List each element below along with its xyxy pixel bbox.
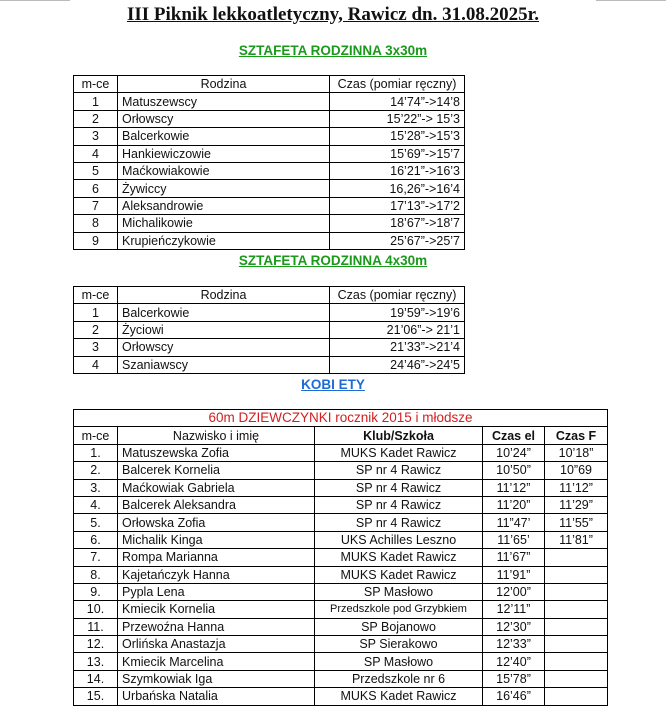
table-row: [74, 321, 465, 338]
place-cell: 14.: [74, 670, 118, 687]
place-cell: 8: [74, 215, 118, 232]
table-row: [74, 197, 465, 214]
name-cell: Maćkowiak Gabriela: [118, 479, 315, 496]
place-cell: 4: [74, 356, 118, 373]
time-f-cell: 11’55”: [545, 514, 608, 531]
club-cell: SP nr 4 Rawicz: [315, 479, 483, 496]
table-row: [74, 531, 608, 548]
place-cell: 11.: [74, 618, 118, 635]
place-cell: 8.: [74, 566, 118, 583]
family-cell: Krupieńczykowie: [118, 232, 330, 249]
time-f-cell: [545, 618, 608, 635]
time-f-cell: [545, 653, 608, 670]
col-place: m-ce: [74, 287, 118, 304]
time-cell: 18’67”->18’7: [330, 215, 465, 232]
time-cell: 14’74”->14’8: [330, 93, 465, 110]
time-f-cell: 10’18”: [545, 444, 608, 461]
time-cell: 21’33”->21’4: [330, 339, 465, 356]
time-cell: 16,26”->16’4: [330, 180, 465, 197]
time-el-cell: 11’20”: [483, 496, 545, 513]
table-row: [74, 653, 608, 670]
table-row: [74, 215, 465, 232]
time-el-cell: 11’65’: [483, 531, 545, 548]
table-row: [74, 128, 465, 145]
place-cell: 12.: [74, 636, 118, 653]
club-cell: SP Masłowo: [315, 653, 483, 670]
name-cell: Kajetańczyk Hanna: [118, 566, 315, 583]
name-cell: Kmiecik Marcelina: [118, 653, 315, 670]
time-el-cell: 10’24”: [483, 444, 545, 461]
place-cell: 2: [74, 110, 118, 127]
time-el-cell: 12’40”: [483, 653, 545, 670]
place-cell: 5.: [74, 514, 118, 531]
place-cell: 5: [74, 162, 118, 179]
col-time-f: Czas F: [545, 427, 608, 444]
table-row: [74, 93, 465, 110]
girls60-caption: 60m DZIEWCZYNKI rocznik 2015 i młodsze: [74, 410, 608, 427]
table-row: [74, 583, 608, 600]
table-row: [74, 636, 608, 653]
family-cell: Michalikowie: [118, 215, 330, 232]
time-el-cell: 16’46”: [483, 688, 545, 705]
table-row: [74, 339, 465, 356]
place-cell: 6: [74, 180, 118, 197]
table-row: [74, 601, 608, 618]
col-place: m-ce: [74, 76, 118, 93]
name-cell: Matuszewska Zofia: [118, 444, 315, 461]
relay1-table: [73, 75, 465, 250]
family-cell: Maćkowiakowie: [118, 162, 330, 179]
place-cell: 7: [74, 197, 118, 214]
table-row: [74, 462, 608, 479]
time-el-cell: 12’11”: [483, 601, 545, 618]
col-name: Nazwisko i imię: [118, 427, 315, 444]
time-el-cell: 10’50”: [483, 462, 545, 479]
time-cell: 15’69”->15’7: [330, 145, 465, 162]
family-cell: Balcerkowie: [118, 128, 330, 145]
table-row: [74, 145, 465, 162]
table-row: [74, 180, 465, 197]
col-family: Rodzina: [118, 287, 330, 304]
table-row: [74, 566, 608, 583]
place-cell: 13.: [74, 653, 118, 670]
table-row: [74, 479, 608, 496]
name-cell: Orlińska Anastazja: [118, 636, 315, 653]
name-cell: Balcerek Kornelia: [118, 462, 315, 479]
time-cell: 17’13”->17’2: [330, 197, 465, 214]
time-el-cell: 12’00”: [483, 583, 545, 600]
table-row: [74, 688, 608, 705]
table-row: [74, 304, 465, 321]
time-f-cell: [545, 670, 608, 687]
time-cell: 16’21”->16’3: [330, 162, 465, 179]
table-row: [74, 514, 608, 531]
relay1-heading: SZTAFETA RODZINNA 3x30m: [238, 43, 428, 58]
name-cell: Szymkowiak Iga: [118, 670, 315, 687]
time-cell: 19’59”->19’6: [330, 304, 465, 321]
place-cell: 4.: [74, 496, 118, 513]
club-cell: SP Bojanowo: [315, 618, 483, 635]
col-family: Rodzina: [118, 76, 330, 93]
name-cell: Urbańska Natalia: [118, 688, 315, 705]
table-row: [74, 356, 465, 373]
club-cell: UKS Achilles Leszno: [315, 531, 483, 548]
club-cell: SP Masłowo: [315, 583, 483, 600]
time-el-cell: 11’67”: [483, 549, 545, 566]
family-cell: Szaniawscy: [118, 356, 330, 373]
place-cell: 3: [74, 339, 118, 356]
time-el-cell: 12’30”: [483, 618, 545, 635]
place-cell: 10.: [74, 601, 118, 618]
club-cell: Przedszkole pod Grzybkiem: [315, 601, 483, 618]
time-el-cell: 12’33”: [483, 636, 545, 653]
family-cell: Hankiewiczowie: [118, 145, 330, 162]
club-cell: MUKS Kadet Rawicz: [315, 549, 483, 566]
name-cell: Rompa Marianna: [118, 549, 315, 566]
place-cell: 1: [74, 304, 118, 321]
relay2-table: [73, 286, 465, 374]
place-cell: 3.: [74, 479, 118, 496]
col-place: m-ce: [74, 427, 118, 444]
club-cell: MUKS Kadet Rawicz: [315, 688, 483, 705]
place-cell: 3: [74, 128, 118, 145]
family-cell: Balcerkowie: [118, 304, 330, 321]
family-cell: Matuszewscy: [118, 93, 330, 110]
time-f-cell: 10”69: [545, 462, 608, 479]
place-cell: 15.: [74, 688, 118, 705]
col-club: Klub/Szkoła: [315, 427, 483, 444]
name-cell: Kmiecik Kornelia: [118, 601, 315, 618]
relay2-heading: SZTAFETA RODZINNA 4x30m: [238, 253, 428, 268]
name-cell: Balcerek Aleksandra: [118, 496, 315, 513]
table-row: [74, 232, 465, 249]
place-cell: 2: [74, 321, 118, 338]
time-cell: 24’46”->24’5: [330, 356, 465, 373]
family-cell: Orłowscy: [118, 110, 330, 127]
place-cell: 6.: [74, 531, 118, 548]
girls60-table: [73, 409, 608, 706]
family-cell: Życiowi: [118, 321, 330, 338]
club-cell: SP nr 4 Rawicz: [315, 514, 483, 531]
time-el-cell: 11’91”: [483, 566, 545, 583]
time-cell: 25’67”->25’7: [330, 232, 465, 249]
table-row: [74, 444, 608, 461]
family-cell: Żywiccy: [118, 180, 330, 197]
place-cell: 7.: [74, 549, 118, 566]
time-f-cell: [545, 549, 608, 566]
time-f-cell: [545, 583, 608, 600]
col-time-el: Czas el: [483, 427, 545, 444]
club-cell: SP Sierakowo: [315, 636, 483, 653]
time-el-cell: 11’12”: [483, 479, 545, 496]
time-f-cell: [545, 636, 608, 653]
club-cell: MUKS Kadet Rawicz: [315, 444, 483, 461]
club-cell: Przedszkole nr 6: [315, 670, 483, 687]
time-f-cell: 11’81”: [545, 531, 608, 548]
table-row: [74, 549, 608, 566]
time-el-cell: 15’78”: [483, 670, 545, 687]
name-cell: Orłowska Zofia: [118, 514, 315, 531]
time-cell: 21’06”-> 21’1: [330, 321, 465, 338]
table-row: [74, 618, 608, 635]
time-f-cell: [545, 566, 608, 583]
place-cell: 2.: [74, 462, 118, 479]
place-cell: 1.: [74, 444, 118, 461]
club-cell: SP nr 4 Rawicz: [315, 462, 483, 479]
women-heading: KOBI ETY: [301, 377, 365, 392]
place-cell: 4: [74, 145, 118, 162]
table-row: [74, 496, 608, 513]
col-time: Czas (pomiar ręczny): [330, 76, 465, 93]
time-cell: 15’22”-> 15’3: [330, 110, 465, 127]
time-f-cell: 11’29”: [545, 496, 608, 513]
name-cell: Michalik Kinga: [118, 531, 315, 548]
family-cell: Aleksandrowie: [118, 197, 330, 214]
time-f-cell: [545, 601, 608, 618]
time-el-cell: 11”47’: [483, 514, 545, 531]
name-cell: Pypla Lena: [118, 583, 315, 600]
table-row: [74, 110, 465, 127]
place-cell: 1: [74, 93, 118, 110]
club-cell: MUKS Kadet Rawicz: [315, 566, 483, 583]
place-cell: 9.: [74, 583, 118, 600]
family-cell: Orłowscy: [118, 339, 330, 356]
place-cell: 9: [74, 232, 118, 249]
col-time: Czas (pomiar ręczny): [330, 287, 465, 304]
time-f-cell: [545, 688, 608, 705]
name-cell: Przewoźna Hanna: [118, 618, 315, 635]
table-row: [74, 670, 608, 687]
page-title: III Piknik lekkoatletyczny, Rawicz dn. 31.08.2025r.: [126, 4, 540, 25]
club-cell: SP nr 4 Rawicz: [315, 496, 483, 513]
table-row: [74, 162, 465, 179]
time-cell: 15’28”->15’3: [330, 128, 465, 145]
time-f-cell: 11’12”: [545, 479, 608, 496]
